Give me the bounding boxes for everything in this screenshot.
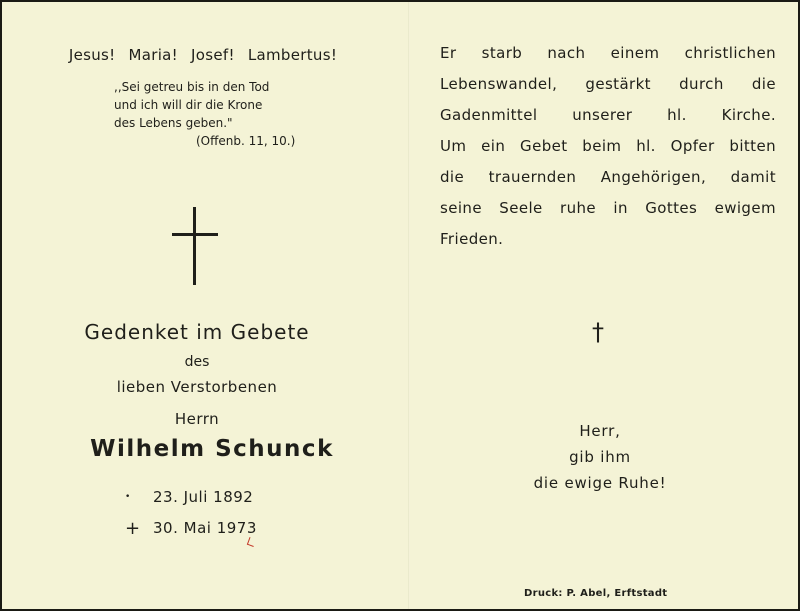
cross-horizontal-bar xyxy=(172,233,218,236)
death-cross-icon: + xyxy=(125,518,141,539)
death-date-line xyxy=(125,518,257,539)
verse-line: ,,Sei getreu bis in den Tod xyxy=(114,80,270,94)
line-lieben-verstorbenen: lieben Verstorbenen xyxy=(116,378,278,396)
paragraph-line: Um ein Gebet beim hl. Opfer bitten xyxy=(440,137,776,155)
center-fold xyxy=(408,2,410,609)
verse-line: des Lebens geben." xyxy=(114,116,233,130)
bible-verse xyxy=(114,78,334,150)
prayer-line: Herr, xyxy=(579,422,621,440)
birth-date: 23. Juli 1892 xyxy=(153,488,254,506)
deceased-name: Wilhelm Schunck xyxy=(90,436,334,462)
verse-line: und ich will dir die Krone xyxy=(114,98,263,112)
prayer-line: gib ihm xyxy=(569,448,631,466)
cross-vertical-bar xyxy=(193,207,196,285)
paragraph-line: seine Seele ruhe in Gottes ewigem xyxy=(440,199,776,217)
verse-reference: (Offenb. 11, 10.) xyxy=(196,134,296,148)
line-des: des xyxy=(184,354,210,370)
small-cross-icon: † xyxy=(592,318,604,346)
printer-credit: Druck: P. Abel, Erftstadt xyxy=(524,588,668,599)
paragraph-line: Frieden. xyxy=(440,230,504,248)
memorial-card xyxy=(2,2,798,609)
heading-gedenket: Gedenket im Gebete xyxy=(84,320,310,344)
salutation-herrn: Herrn xyxy=(174,410,220,428)
paragraph-line: die trauernden Angehörigen, damit xyxy=(440,168,776,186)
invocation: Jesus! Maria! Josef! Lambertus! xyxy=(68,46,338,64)
prayer-line: die ewige Ruhe! xyxy=(533,474,667,492)
death-date: 30. Mai 1973 xyxy=(153,519,257,537)
bullet-icon: • xyxy=(125,492,131,502)
birth-date-line xyxy=(125,488,253,506)
paragraph-line: Lebenswandel, gestärkt durch die xyxy=(440,75,776,93)
paragraph-line: Gadenmittel unserer hl. Kirche. xyxy=(440,106,776,124)
red-ink-mark xyxy=(247,537,256,547)
paragraph-line: Er starb nach einem christlichen xyxy=(440,44,776,62)
